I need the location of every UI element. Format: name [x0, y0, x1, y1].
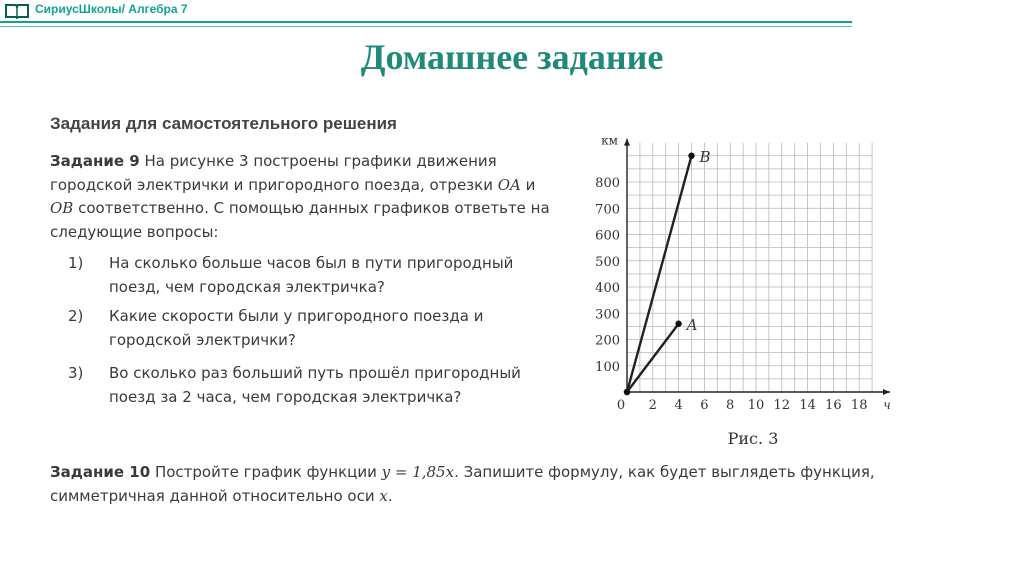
task9-label: Задание 9 [50, 152, 140, 170]
y-tick-label: 300 [595, 307, 620, 323]
task9-text-and: и [520, 175, 536, 194]
page-title: Домашнее задание [360, 37, 664, 77]
book-icon [4, 3, 30, 19]
x-tick-label: 6 [700, 398, 709, 413]
task9-text-b: соответственно. С помощью данных графиков ответьте на следующие вопросы: [50, 199, 550, 241]
x-axis-label: ч [883, 398, 891, 412]
y-tick-label: 400 [595, 281, 620, 296]
question-number: 1) [68, 254, 84, 272]
y-tick-label: 500 [595, 254, 620, 270]
question-text: Какие скорости были у пригородного поезда и городской электрички? [109, 307, 484, 349]
y-tick-label: 800 [595, 176, 620, 191]
x-tick-label: 18 [850, 398, 868, 413]
x-tick-label: 14 [799, 398, 816, 413]
task9-text-a: На рисунке 3 построены графики движения городской электрички и пригородного поезда, отрезки [50, 152, 498, 194]
question-number: 3) [68, 364, 84, 382]
task10-label: Задание 10 [50, 463, 151, 481]
question-text: На сколько больше часов был в пути пригородный поезд, чем городская электричка? [109, 254, 514, 296]
data-point [624, 389, 630, 395]
y-tick-label: 700 [595, 202, 620, 218]
header-rule [0, 21, 852, 23]
task10-axis: x [379, 486, 388, 505]
brand-label: СириусШколы/ Алгебра 7 [35, 2, 188, 16]
x-tick-label: 8 [726, 398, 735, 413]
x-tick-label: 16 [825, 398, 842, 413]
x-tick-label: 2 [648, 398, 657, 413]
origin-label: 0 [616, 398, 626, 413]
task10-text-c: . [387, 486, 393, 505]
task10-text-a: Постройте график функции [154, 463, 382, 481]
task9-statement [50, 150, 550, 244]
data-point [688, 153, 694, 159]
distance-time-chart [575, 135, 895, 455]
task10-formula: y = 1,85x [381, 463, 455, 481]
data-point [675, 321, 681, 327]
task10-text-b: . Запишите формулу, как будет выглядеть функция, симметричная данной относительно оси [50, 463, 875, 505]
y-axis-label: км [601, 135, 618, 148]
y-axis-arrow [624, 139, 630, 146]
question-text: Во сколько раз больший путь прошёл пригородный поезд за 2 часа, чем городская электричка? [109, 364, 521, 406]
segment-oa: OA [497, 175, 521, 194]
y-tick-label: 200 [595, 333, 620, 349]
x-tick-label: 12 [773, 398, 791, 413]
x-axis-arrow [883, 389, 890, 395]
series-label-b: B [699, 147, 711, 166]
task10-statement [50, 461, 930, 508]
question-number: 2) [68, 307, 84, 325]
series-label-a: A [686, 315, 698, 334]
header-rule-thin [0, 26, 852, 27]
segment-ob: OB [50, 199, 74, 217]
y-tick-label: 600 [595, 228, 620, 244]
header-bar [0, 0, 1024, 32]
x-tick-label: 10 [747, 398, 765, 413]
section-heading: Задания для самостоятельного решения [50, 114, 397, 133]
y-tick-label: 100 [595, 359, 620, 375]
figure-caption: Рис. 3 [727, 429, 779, 448]
x-tick-label: 4 [674, 398, 683, 413]
